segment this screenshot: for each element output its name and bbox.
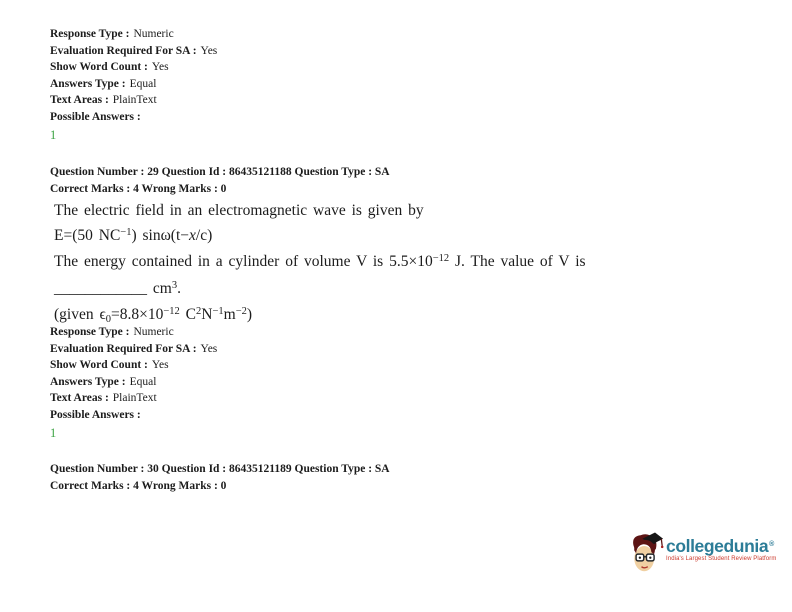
meta-field-possible-answers [50, 407, 217, 424]
response-meta-block-1 [50, 26, 217, 143]
question-29-header-line: Question Number : 29 Question Id : 86435121188 Question Type : SA [50, 166, 390, 178]
response-meta-block-2 [50, 324, 217, 441]
collegedunia-tagline: India's Largest Student Review Platform [666, 556, 777, 562]
possible-answer-value: 1 [50, 425, 57, 440]
given-segment: (given ϵ [54, 306, 106, 323]
meta-field-label: Evaluation Required For SA : [50, 44, 197, 57]
meta-field-answers-type [50, 374, 217, 391]
meta-field-show-word-count [50, 59, 217, 76]
meta-field-label: Answers Type : [50, 375, 126, 388]
collegedunia-logo [628, 530, 776, 580]
answer-blank: ____________ [54, 279, 147, 297]
meta-field-label: Evaluation Required For SA : [50, 342, 197, 355]
meta-field-value: PlainText [112, 94, 157, 107]
meta-field-label: Answers Type : [50, 77, 126, 90]
given-segment: ) [246, 306, 253, 323]
meta-field-value: Yes [151, 359, 169, 372]
question-29-marks-line: Correct Marks : 4 Wrong Marks : 0 [50, 183, 227, 195]
given-segment: m [223, 306, 236, 323]
registered-trademark-icon: ® [769, 541, 774, 548]
collegedunia-logo-text [666, 536, 776, 562]
meta-field-value: Equal [129, 375, 157, 388]
given-exponent: −12 [163, 306, 180, 317]
question-29-header [50, 164, 390, 198]
meta-field-text-areas [50, 390, 217, 407]
meta-field-response-type [50, 26, 217, 43]
collegedunia-brand-text [666, 536, 776, 555]
unit-exponent: 3 [171, 279, 178, 291]
meta-field-evaluation-required [50, 43, 217, 60]
energy-exponent: −12 [432, 253, 450, 264]
given-exponent: −1 [212, 306, 224, 317]
meta-field-value: Numeric [133, 28, 174, 40]
meta-field-evaluation-required [50, 341, 217, 358]
meta-field-value: Equal [129, 77, 157, 90]
unit-label: cm [147, 279, 172, 297]
meta-field-label: Possible Answers : [50, 408, 141, 421]
collegedunia-mascot-icon [628, 530, 664, 580]
meta-field-value: Yes [200, 44, 218, 57]
given-segment: =8.8×10 [111, 306, 164, 323]
meta-field-value: Yes [200, 342, 218, 355]
meta-field-label: Response Type : [50, 28, 130, 40]
possible-answer-value: 1 [50, 127, 57, 142]
meta-field-value: Yes [151, 61, 169, 74]
meta-field-label: Text Areas : [50, 392, 109, 405]
question-29-body [54, 199, 766, 330]
meta-field-show-word-count [50, 357, 217, 374]
question-30-header [50, 461, 390, 495]
given-segment: N [201, 306, 213, 323]
meta-field-label: Response Type : [50, 326, 130, 338]
formula-exponent: −1 [120, 226, 132, 238]
energy-segment: J. The value of V is [449, 253, 586, 270]
meta-field-value: PlainText [112, 392, 157, 405]
formula-segment: E=(50 NC [54, 226, 121, 244]
period: . [177, 279, 181, 297]
energy-segment: The energy contained in a cylinder of volume V is 5.5×10 [54, 253, 433, 270]
question-29-blank-line [54, 277, 766, 304]
question-29-formula-line [54, 224, 766, 251]
meta-field-text-areas [50, 92, 217, 109]
given-subscript: 0 [105, 313, 111, 325]
meta-field-answers-type [50, 76, 217, 93]
meta-field-value: Numeric [133, 326, 174, 338]
meta-field-label: Show Word Count : [50, 359, 148, 372]
formula-segment: /c) [195, 226, 213, 244]
question-29-energy-line [54, 250, 766, 277]
question-30-header-line: Question Number : 30 Question Id : 86435121189 Question Type : SA [50, 463, 390, 475]
question-29-text-line: The electric field in an electromagnetic wave is given by [54, 202, 424, 219]
given-exponent: 2 [196, 306, 202, 317]
given-segment: C [179, 306, 196, 323]
meta-field-label: Possible Answers : [50, 110, 141, 123]
meta-field-label: Text Areas : [50, 94, 109, 107]
meta-field-label: Show Word Count : [50, 61, 148, 74]
formula-variable: x [189, 226, 196, 244]
brand-name: collegedunia [666, 536, 769, 556]
meta-field-possible-answers [50, 109, 217, 126]
formula-segment: ) sinω(t− [131, 226, 189, 244]
question-30-marks-line: Correct Marks : 4 Wrong Marks : 0 [50, 480, 227, 492]
meta-field-response-type [50, 324, 217, 341]
given-exponent: −2 [235, 306, 247, 317]
